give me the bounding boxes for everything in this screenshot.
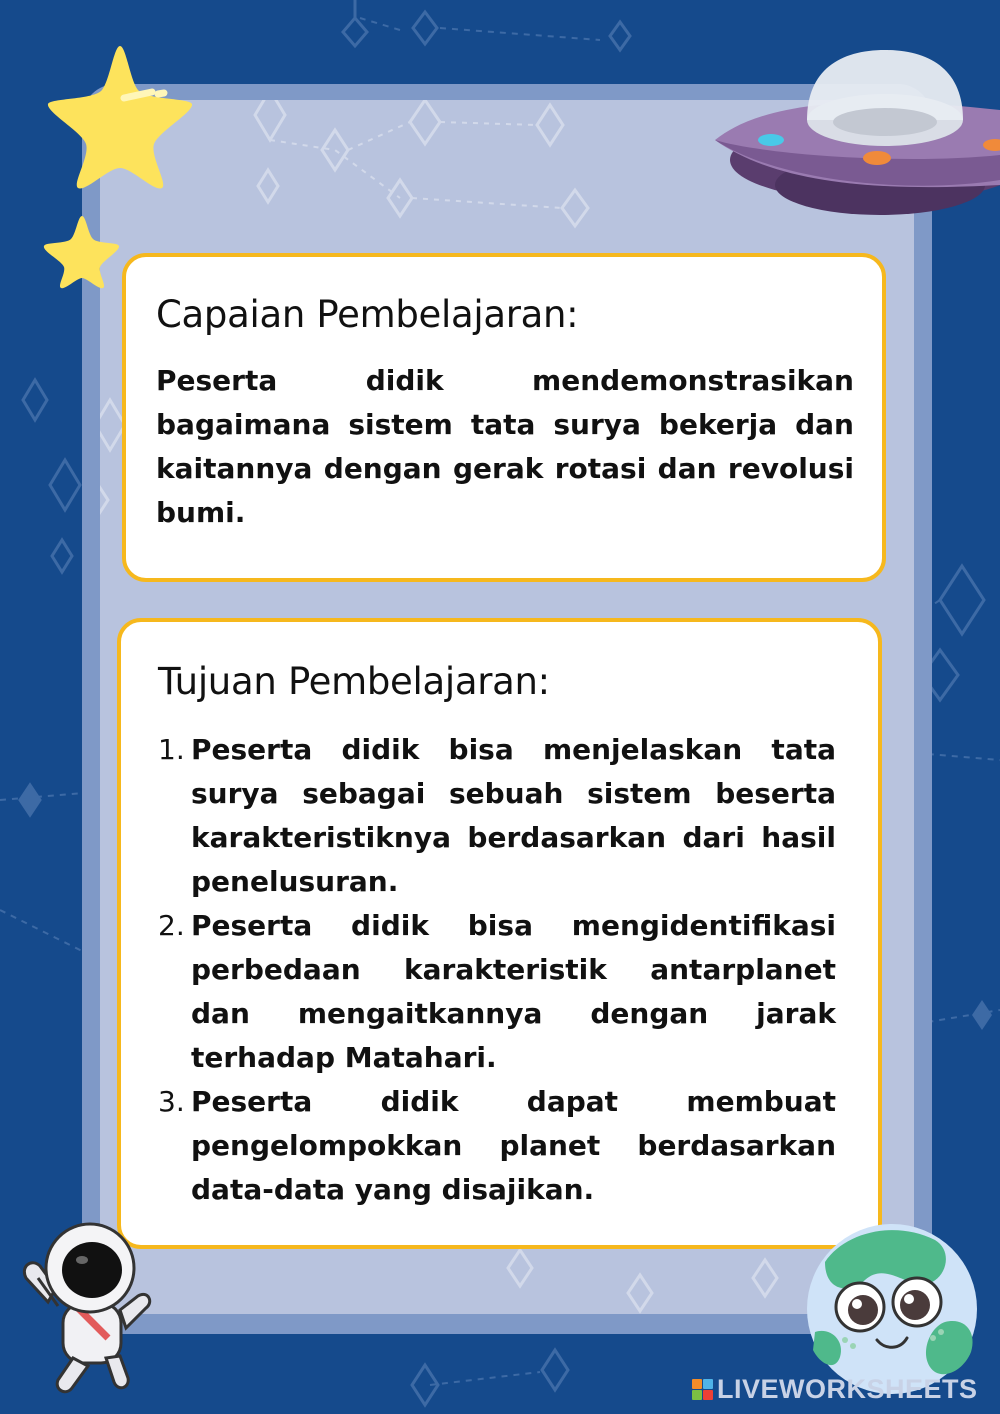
earth-mascot-icon	[805, 1222, 980, 1397]
astronaut-icon	[18, 1218, 158, 1398]
goal-list	[158, 728, 836, 1212]
list-item	[158, 1080, 836, 1212]
liveworksheets-logo-icon	[692, 1379, 713, 1400]
tujuan-card	[117, 618, 882, 1249]
capaian-card	[122, 253, 886, 582]
list-item-number: 1.	[158, 733, 185, 766]
capaian-title: Capaian Pembelajaran:	[156, 293, 579, 336]
list-item-text: Peserta didik bisa mengidentifikasi perbedaan karakteristik antarplanet dan mengaitkannya dengan jarak terhadap Matahari.	[191, 909, 836, 1074]
tujuan-title: Tujuan Pembelajaran:	[158, 660, 550, 703]
star-icon	[40, 40, 200, 190]
list-item-number: 3.	[158, 1085, 185, 1118]
list-item	[158, 904, 836, 1080]
list-item	[158, 728, 836, 904]
liveworksheets-watermark	[692, 1374, 978, 1404]
ufo-icon	[705, 40, 1000, 220]
star-icon	[40, 212, 122, 290]
capaian-text: Peserta didik mendemonstrasikan bagaimana sistem tata surya bekerja dan kaitannya dengan gerak rotasi dan revolusi bumi.	[156, 364, 854, 529]
watermark-text: LIVEWORKSHEETS	[717, 1373, 978, 1404]
list-item-text: Peserta didik dapat membuat pengelompokkan planet berdasarkan data-data yang disajikan.	[191, 1085, 836, 1206]
list-item-text: Peserta didik bisa menjelaskan tata surya sebagai sebuah sistem beserta karakteristiknya berdasarkan dari hasil penelusuran.	[191, 733, 836, 898]
list-item-number: 2.	[158, 909, 185, 942]
